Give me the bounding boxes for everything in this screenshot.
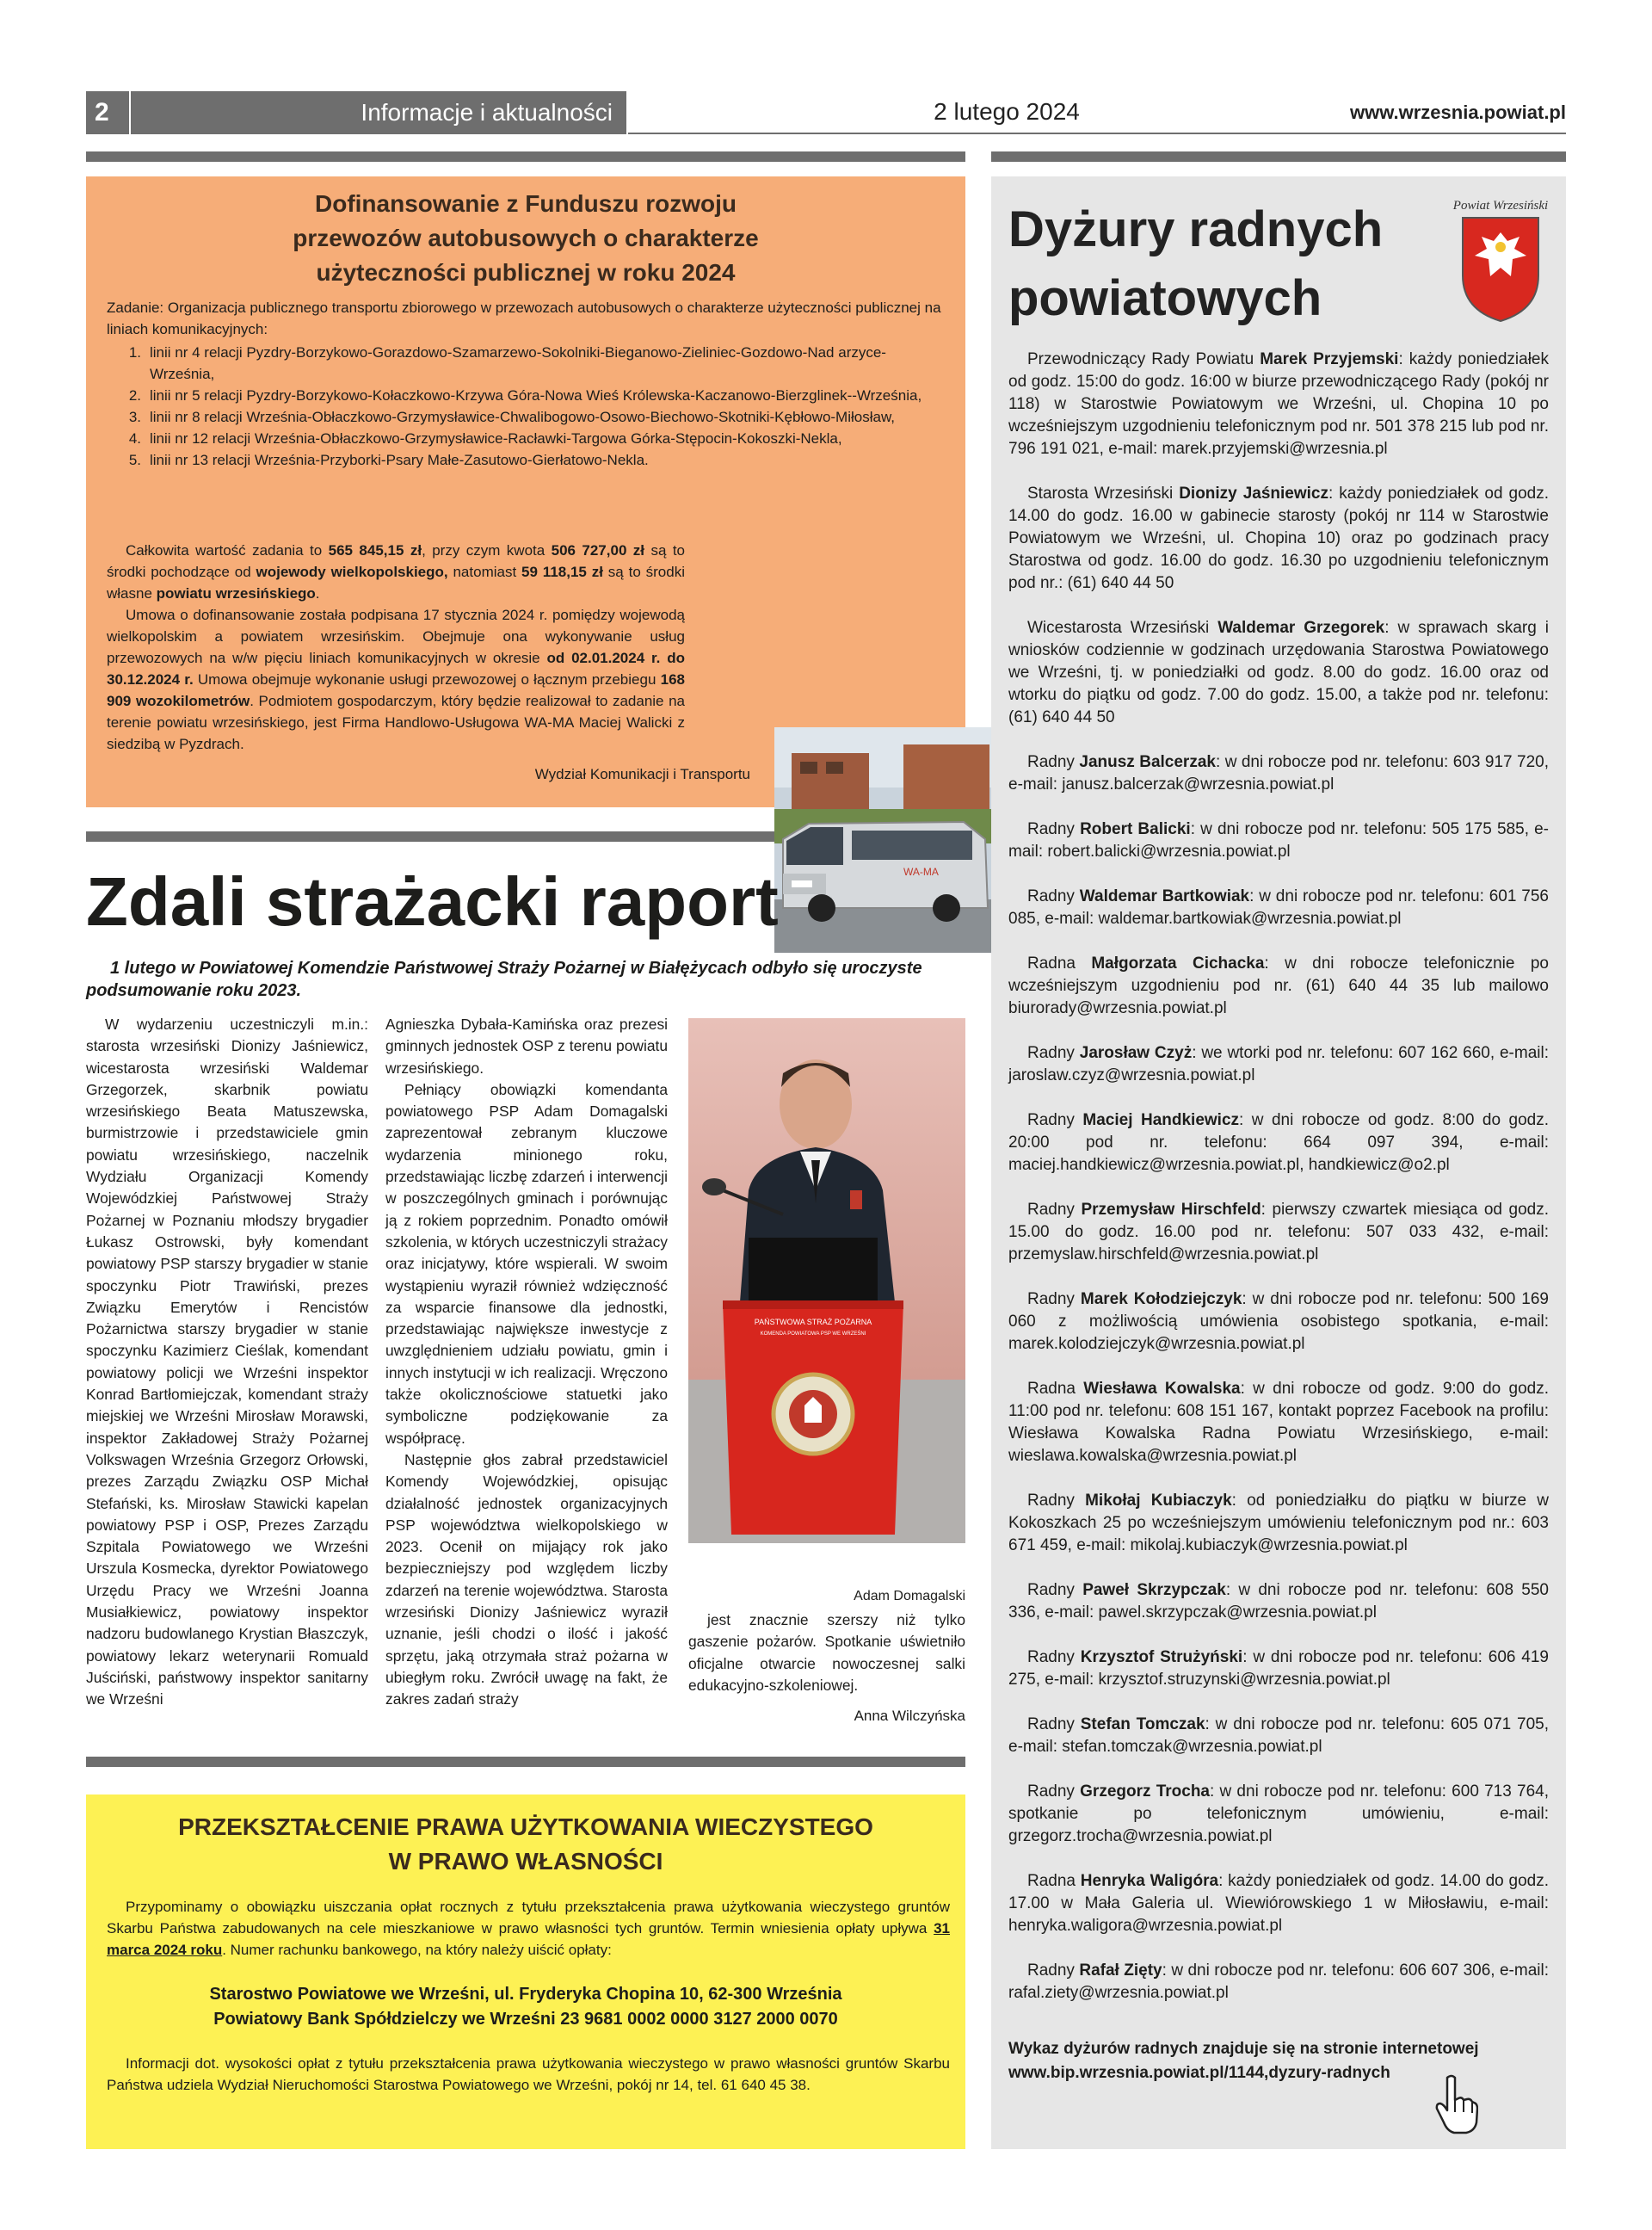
website-link[interactable]: www.wrzesnia.powiat.pl (1349, 102, 1566, 123)
duty-entry: Radny Rafał Zięty: w dni robocze pod nr. telefonu: 606 607 306, e-mail: rafal.ziety@wrzesnia.powiat.pl (1008, 1961, 1549, 2002)
land-ownership-box (86, 1795, 965, 2149)
duty-entry: Radna Małgorzata Cichacka: w dni robocze telefonicznie po wcześniejszym uzgodnieniu pod nr. (61) 640 44 35 lub mailowo biurorady@wrzesnia.powiat.pl (1008, 954, 1549, 1017)
bottom-rule (86, 1757, 965, 1767)
duty-entry: Radna Wiesława Kowalska: w dni robocze od godz. 9:00 do godz. 11:00 pod nr. telefonu: 608 151 167, kontakt poprzez Facebook na profilu: Wiesława Kowalska Radna Powiatu Wrzesińskiego, e-mail: wieslawa.kowalska@wrzesnia.powiat.pl (1008, 1380, 1549, 1465)
lectern-text-2: KOMENDA POWIATOWA PSP WE WRZEŚNI (760, 1331, 866, 1337)
councillor-name: Jarosław Czyż (1079, 1044, 1193, 1062)
councillor-name: Grzegorz Trocha (1080, 1782, 1210, 1801)
header-divider (628, 133, 1566, 134)
councillor-name: Małgorzata Cichacka (1091, 954, 1265, 973)
duty-entry: Starosta Wrzesiński Dionizy Jaśniewicz: każdy poniedziałek od godz. 14.00 do godz. 16.00 w gabinecie starosty (pokój nr 114 w Starostwie Powiatowym we Wrześni, ul. Chopina 10) oraz po godzinach pracy Starostwa od godz. 16.00 do godz. 16.30 po uzgodnieniu telefonicznym pod nr.: (61) 640 44 50 (1008, 485, 1549, 592)
list-item: 5. linii nr 13 relacji Września-Przyborki-Psary Małe-Zasutowo-Gierłatowo-Nekla. (128, 452, 649, 468)
deadline: 31 marca 2024 roku (107, 1920, 950, 1958)
councillor-name: Stefan Tomczak (1080, 1715, 1205, 1733)
county-crest-icon (1451, 194, 1550, 323)
duty-entry: Radny Jarosław Czyż: we wtorki pod nr. telefonu: 607 162 660, e-mail: jaroslaw.czyz@wrzesnia.powiat.pl (1008, 1044, 1549, 1084)
section-title: Informacje i aktualności (131, 91, 626, 134)
councillor-name: Waldemar Grzegorek (1217, 619, 1385, 637)
councillor-name: Janusz Balcerzak (1079, 753, 1216, 771)
duty-footer: Wykaz dyżurów radnych znajduje się na stronie internetowej www.bip.wrzesnia.powiat.pl/1144,dyzury-radnych (1008, 2040, 1479, 2082)
list-item: 4. linii nr 12 relacji Września-Obłaczkowo-Grzymysławice-Racławki-Targowa Górka-Stępocin-Kokoszki-Nekla, (128, 430, 842, 447)
article-author: Anna Wilczyńska (854, 1708, 965, 1724)
page-header (86, 91, 1566, 138)
task-description: Zadanie: Organizacja publicznego transportu zbiorowego w przewozach autobusowych o charakterze użyteczności publicznej na liniach komunikacyjnych: (107, 300, 941, 337)
duty-entry: Radny Grzegorz Trocha: w dni robocze pod nr. telefonu: 600 713 764, spotkanie po telefonicznym umówieniu, e-mail: grzegorz.trocha@wrzesnia.powiat.pl (1008, 1782, 1549, 1845)
duty-entry: Radny Stefan Tomczak: w dni robocze pod nr. telefonu: 605 071 705, e-mail: stefan.tomczak@wrzesnia.powiat.pl (1008, 1715, 1550, 1756)
speaker-photo (688, 1018, 965, 1543)
duty-entry: Radny Robert Balicki: w dni robocze pod nr. telefonu: 505 175 585, e-mail: robert.balicki@wrzesnia.powiat.pl (1008, 820, 1549, 861)
councillor-name: Marek Przyjemski (1260, 350, 1399, 368)
duty-entry: Radny Krzysztof Strużyński: w dni robocze pod nr. telefonu: 606 419 275, e-mail: krzysztof.struzynski@wrzesnia.powiat.pl (1008, 1648, 1549, 1689)
councillor-name: Krzysztof Strużyński (1080, 1648, 1243, 1666)
land-ownership-reminder: Przypominamy o obowiązku uiszczania opłat rocznych z tytułu przekształcenia prawa użytkowania wieczystego gruntów Skarbu Państwa zabudowanych na cele mieszkaniowe w prawo własności tych gruntów. Termin wniesienia opłaty upływa 31 marca 2024 roku. Numer rachunku bankowego, na który należy uiścić opłaty: (107, 1899, 950, 1958)
duty-entry: Wicestarosta Wrzesiński Waldemar Grzegorek: w sprawach skarg i wniosków codziennie w godzinach urzędowania Starostwa Powiatowego we Wrześni, tj. w poniedziałki od godz. 8.00 do godz. 16.00 oraz od wtorku do piątku od godz. 7.00 do godz. 15.00, a także pod nr. telefonu: (61) 640 44 50 (1008, 619, 1549, 726)
duty-box-title: Dyżury radnych powiatowych (1008, 201, 1384, 326)
pointer-hand-icon (1435, 2074, 1478, 2134)
bus-funding-title: Dofinansowanie z Funduszu rozwoju przewozów autobusowych o charakterze użyteczności publicznej w roku 2024 (293, 190, 759, 286)
councillor-name: Paweł Skrzypczak (1082, 1581, 1226, 1599)
bip-link[interactable]: www.bip.wrzesnia.powiat.pl/1144,dyzury-radnych (1008, 2064, 1390, 2082)
funding-details: Całkowita wartość zadania to 565 845,15 zł, przy czym kwota 506 727,00 zł są to środki pochodzące od wojewody wielkopolskiego, natomiast 59 118,15 zł są to środki własne powiatu wrzesińskiego. Umowa o dofinansowanie została podpisana 17 stycznia 2024 r. pomiędzy wojewodą wielkopolskim a powiatem wrzesińskim. Obejmuje ona wykonywanie usług przewozowych na w/w pięciu liniach komunikacyjnych w okresie od 02.01.2024 r. do 30.12.2024 r. Umowa obejmuje wykonanie usługi przewozowej o łącznym przebiegu 168 909 wozokilometrów. Podmiotem gospodarczym, który będzie realizował to zadanie na terenie powiatu wrzesińskiego, jest Firma Handlowo-Usługowa WA-MA Maciej Walicki z siedzibą w Pyzdrach. (107, 542, 686, 752)
top-rule-left (86, 151, 965, 162)
duty-entry: Radny Marek Kołodziejczyk: w dni robocze pod nr. telefonu: 500 169 060 z możliwością umówienia osobistego spotkania, e-mail: marek.kolodziejczyk@wrzesnia.powiat.pl (1008, 1290, 1550, 1353)
top-rule-right (991, 151, 1566, 162)
bus-photo (774, 727, 995, 953)
list-item: 1. linii nr 4 relacji Pyzdry-Borzykowo-Gorazdowo-Szamarzewo-Sokolniki-Bieganowo-Zieliniec-Gozdowo-Nad arzyce-Września, (128, 344, 886, 382)
article-column-3: jest znacznie szerszy niż tylko gaszenie pożarów. Spotkanie uświetniło oficjalne otwarcie nowoczesnej salki edukacyjno-szkoleniowej. (688, 1611, 965, 1694)
lectern-text-1: PAŃSTWOWA STRAŻ POŻARNA (754, 1318, 872, 1326)
duty-entry: Radny Przemysław Hirschfeld: pierwszy czwartek miesiąca od godz. 15.00 do godz. 16.00 pod nr. telefonu: 507 033 432, e-mail: przemyslaw.hirschfeld@wrzesnia.powiat.pl (1008, 1201, 1549, 1263)
councillor-name: Henryka Waligóra (1080, 1872, 1219, 1890)
svg-text:Powiat Wrzesiński: Powiat Wrzesiński (1452, 199, 1549, 213)
duty-entry: Radny Mikołaj Kubiaczyk: od poniedziałku do piątku w biurze w Kokoszkach 25 po wcześniejszym umówieniu telefonicznym pod nr.: 603 671 459, e-mail: mikolaj.kubiaczyk@wrzesnia.powiat.pl (1008, 1492, 1549, 1554)
councillor-name: Maciej Handkiewicz (1082, 1111, 1240, 1129)
duty-entry: Radna Henryka Waligóra: każdy poniedziałek od godz. 14.00 do godz. 17.00 w Mała Galeria ul. Wiewiórowskiego 1 w Miłosławiu, e-mail: henryka.waligora@wrzesnia.powiat.pl (1008, 1872, 1549, 1935)
duty-entries (1008, 349, 1549, 2027)
land-ownership-title: PRZEKSZTAŁCENIE PRAWA UŻYTKOWANIA WIECZYSTEGO W PRAWO WŁASNOŚCI (178, 1813, 873, 1875)
councillor-name: Przemysław Hirschfeld (1081, 1201, 1261, 1219)
councillor-name: Robert Balicki (1080, 820, 1191, 838)
article-lead: 1 lutego w Powiatowej Komendzie Państwowej Straży Pożarnej w Białężycach odbyło się uroczyste podsumowanie roku 2023. (86, 959, 922, 1000)
councillor-name: Dionizy Jaśniewicz (1179, 485, 1328, 503)
article-title: Zdali strażacki raport (86, 863, 779, 940)
councillor-name: Wiesława Kowalska (1083, 1380, 1241, 1398)
svg-text:WA-MA: WA-MA (903, 866, 939, 878)
photo-caption: Adam Domagalski (854, 1589, 965, 1603)
bank-account-info: Starostwo Powiatowe we Wrześni, ul. Fryderyka Chopina 10, 62-300 Września Powiatowy Bank Spółdzielczy we Wrześni 23 9681 0002 0000 3127 2000 0070 (209, 1985, 842, 2029)
duty-entry: Radny Paweł Skrzypczak: w dni robocze pod nr. telefonu: 608 550 336, e-mail: pawel.skrzypczak@wrzesnia.powiat.pl (1008, 1581, 1549, 1622)
duty-entry: Radny Janusz Balcerzak: w dni robocze pod nr. telefonu: 603 917 720, e-mail: janusz.balcerzak@wrzesnia.powiat.pl (1008, 753, 1550, 794)
councillor-name: Rafał Zięty (1079, 1961, 1162, 1980)
duty-entry: Przewodniczący Rady Powiatu Marek Przyjemski: każdy poniedziałek od godz. 15:00 do godz. 16:00 w biurze przewodniczącego Rady (pokój nr 118) w Starostwie Powiatowym we Wrześni, ul. Chopina 10 po wcześniejszym uzgodnieniu telefonicznym pod nr. 501 378 215 lub pod nr. 796 191 021, e-mail: marek.przyjemski@wrzesnia.pl (1008, 350, 1549, 458)
councillor-duty-box (991, 176, 1566, 2149)
article-column-2: Agnieszka Dybała-Kamińska oraz prezesi gminnych jednostek OSP z terenu powiatu wrzesińskiego. Pełniący obowiązki komendanta powiatowego PSP Adam Domagalski zaprezentował zebranym kluczowe wydarzenia minionego roku, przedstawiając liczbę zdarzeń i interwencji w poszczególnych gminach i porównując ją z rokiem poprzednim. Ponadto omówił szkolenia, w których uczestniczyli strażacy oraz inicjatywy, które wspierali. W swoim wystąpieniu wyraził również wdzięczność za wsparcie finansowe dla jednostki, przedstawiając największe inwestycje z uwzględnieniem udziału powiatu, gmin i innych instytucji w ich realizacji. Wręczono także okolicznościowe statuetki jako symboliczne podziękowanie za współpracę. Następnie głos zabrał przedstawiciel Komendy Wojewódzkiej, opisując działalność jednostek organizacyjnych PSP województwa wielkopolskiego w 2023. Ocenił on mijający rok jako bezpieczniejszy pod względem liczby zdarzeń na terenie województwa. Starosta wrzesiński Dionizy Jaśniewicz wyraził uznanie, jeśli chodzi o ilość i jakość sprzętu, jaką otrzymała straż pożarna w ubiegłym roku. Zwrócił uwagę na fakt, że zakres zadań straży (385, 1016, 668, 1708)
duty-entry: Radny Waldemar Bartkowiak: w dni robocze pod nr. telefonu: 601 756 085, e-mail: waldemar.bartkowiak@wrzesnia.powiat.pl (1008, 887, 1549, 928)
article-column-1: W wydarzeniu uczestniczyli m.in.: starosta wrzesiński Dionizy Jaśniewicz, wicestarosta wrzesiński Waldemar Grzegorzek, skarbnik powiatu wrzesińskiego Beata Matuszewska, burmistrzowie i przedstawiciele gmin powiatu wrzesińskiego, naczelnik Wydziału Organizacji Komendy Wojewódzkiej Państwowej Straży Pożarnej w Poznaniu młodszy brygadier Łukasz Ostrowski, były komendant powiatowy PSP starszy brygadier w stanie spoczynku Piotr Trawiński, prezes Związku Emerytów i Rencistów Pożarnictwa starszy brygadier w stanie spoczynku Kazimierz Cieślak, komendant powiatowy policji we Wrześni inspektor Konrad Bartłomiejczak, komendant straży miejskiej we Wrześni Mirosław Morawski, inspektor Zakładowej Straży Pożarnej Volkswagen Września Grzegorz Orłowski, prezes Zarządu Związku OSP Michał Stefański, ks. Mirosław Stawicki kapelan powiatowy PSP i OSP, Prezes Zarządu Szpitala Powiatowego we Wrześni Urszula Kosmecka, dyrektor Powiatowego Urzędu Pracy we Wrześni Joanna Musiałkiewicz, powiatowy inspektor nadzoru budowlanego Krystian Błaszczyk, powiatowy lekarz weterynarii Romuald Juściński, państwowy inspektor sanitarny we Wrześni (86, 1016, 368, 1708)
duty-entry: Radny Maciej Handkiewicz: w dni robocze od godz. 8:00 do godz. 20:00 pod nr. telefonu: 664 097 394, e-mail: maciej.handkiewicz@wrzesnia.powiat.pl, handkiewicz@o2.pl (1008, 1111, 1550, 1174)
councillor-name: Mikołaj Kubiaczyk (1085, 1492, 1232, 1510)
department-signature: Wydział Komunikacji i Transportu (534, 766, 750, 782)
bus-lines-list (107, 342, 950, 471)
page-number: 2 (86, 91, 129, 134)
list-item: 2. linii nr 5 relacji Pyzdry-Borzykowo-Kołaczkowo-Krzywa Góra-Nowa Wieś Królewska-Kaczanowo-Bierzglinek--Września, (128, 387, 922, 404)
land-ownership-info: Informacji dot. wysokości opłat z tytułu przekształcenia prawa użytkowania wieczystego w prawo własności gruntów Skarbu Państwa udziela Wydział Nieruchomości Starostwa Powiatowego we Wrześni, pokój nr 14, tel. 61 640 45 38. (107, 2055, 950, 2093)
issue-date: 2 lutego 2024 (934, 98, 1080, 125)
councillor-name: Marek Kołodziejczyk (1080, 1290, 1242, 1308)
councillor-name: Waldemar Bartkowiak (1079, 887, 1250, 905)
bus-funding-box (86, 176, 965, 878)
list-item: 3. linii nr 8 relacji Września-Obłaczkowo-Grzymysławice-Chwalibogowo-Osowo-Biechowo-Skotniki-Kębłowo-Miłosław, (128, 409, 896, 425)
